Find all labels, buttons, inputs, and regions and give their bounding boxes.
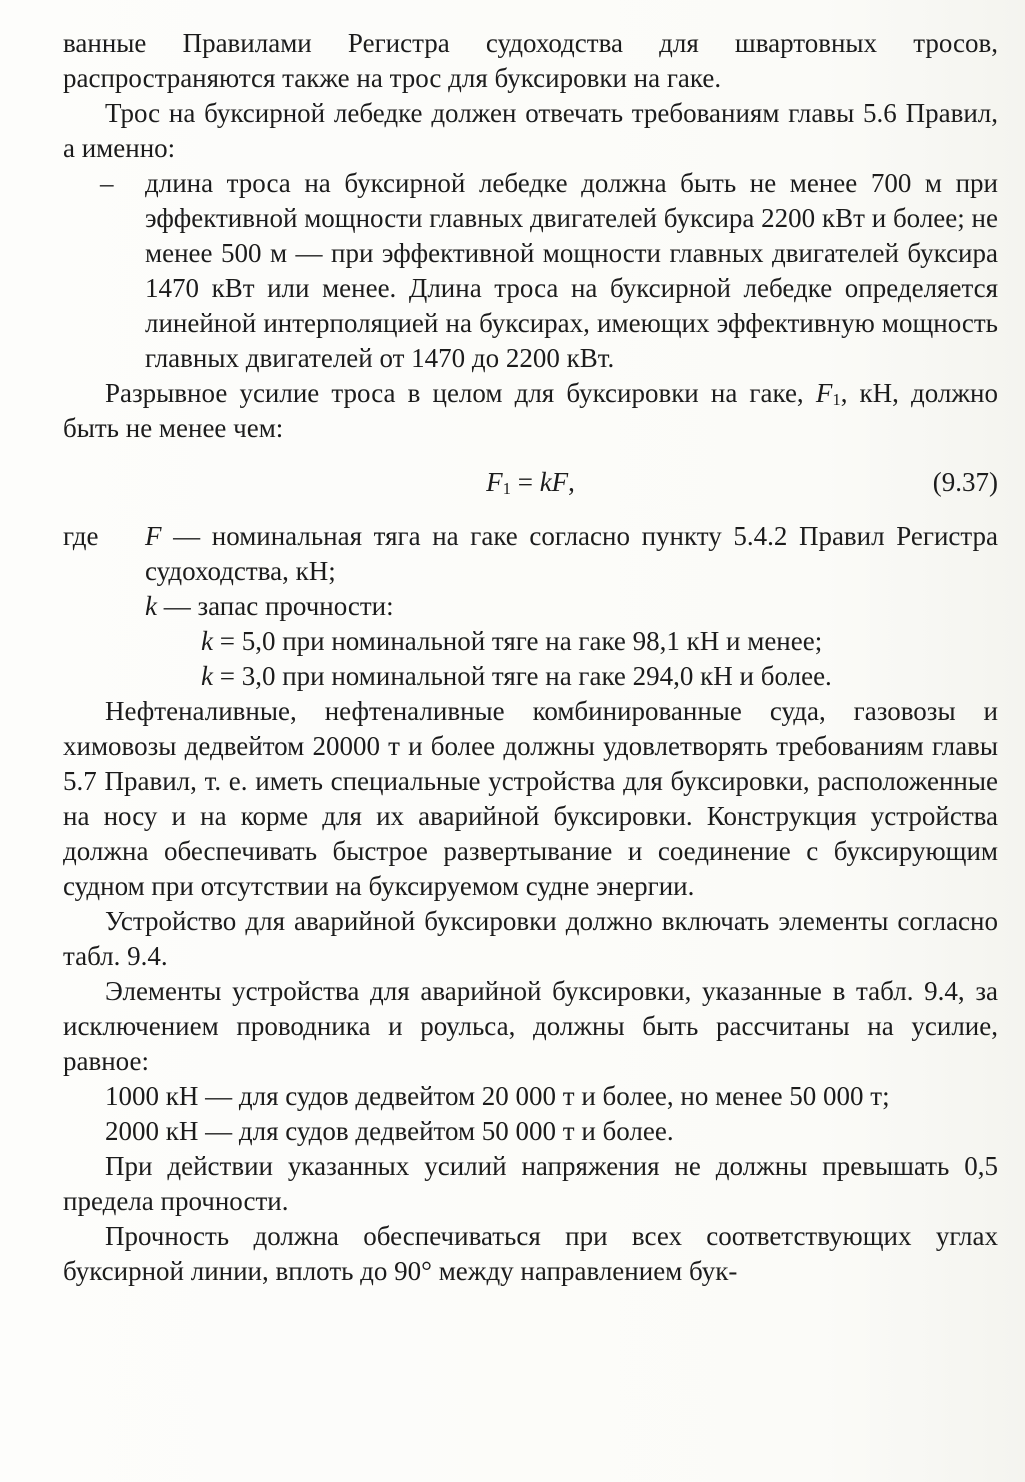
paragraph-stress-limit: При действии указанных усилий напряжения не должны превышать 0,5 предела прочности. [63, 1151, 998, 1216]
paragraph-text: , кН, должно быть не менее чем: [63, 378, 999, 443]
definition-text: — запас прочности: [156, 591, 394, 621]
definition-text: = 3,0 при номинальной тяге на гаке 294,0 кН и более. [212, 661, 832, 691]
definition-body [145, 519, 998, 694]
list-item-text: длина троса на буксирной лебедке должна быть не менее 700 м при эффективной мощности главных двигателей буксира 2200 кВт и более; не менее 500 м — при эффективной мощности главных двигателей буксира 1470 кВт или менее. Длина троса на буксирной лебедке определяется линейной интерполяцией на буксирах, имеющих эффективную мощность главных двигателей от 1470 до 2200 кВт. [145, 168, 998, 373]
math-subscript: 1 [832, 390, 841, 409]
paragraph-elements-calc: Элементы устройства для аварийной буксировки, указанные в табл. 9.4, за исключением проводника и роульса, должны быть рассчитаны на усилие, равное: [63, 976, 998, 1076]
definition-text: = 5,0 при номинальной тяге на гаке 98,1 кН и менее; [212, 626, 823, 656]
definition-text: — номинальная тяга на гаке согласно пункту 5.4.2 Правил Регистра судоходства, кН; [145, 521, 998, 586]
definition-item-k3 [201, 659, 998, 694]
paragraph-intro-continued: ванные Правилами Регистра судоходства для швартовных тросов, распространяются также на трос для буксировки на гаке. [63, 28, 998, 93]
math-var-kf: kF [539, 467, 569, 497]
paragraph-tankers: Нефтеналивные, нефтеналивные комбинированные суда, газовозы и химовозы дедвейтом 20000 т и более должны удовлетворять требованиям главы 5.7 Правил, т. е. иметь специальные устройства для буксировки, расположенные на носу и на корме для их аварийной буксировки. Конструкция устройства должна обеспечивать быстрое развертывание и соединение с буксирующим судном при отсутствии на буксируемом судне энергии. [63, 696, 998, 901]
math-var-k: k [145, 591, 157, 621]
math-operator: = [510, 467, 540, 497]
definition-block-where [63, 519, 998, 694]
definition-item-k5 [201, 624, 998, 659]
definition-term-where: где [63, 521, 99, 551]
math-var-f: F [486, 467, 503, 497]
formula-row [63, 465, 998, 500]
math-subscript: 1 [502, 479, 511, 498]
equation-number: (9.37) [932, 467, 998, 497]
paragraph-text: Разрывное усилие троса в целом для буксировки на гаке, [105, 378, 816, 408]
math-var-k: k [201, 661, 213, 691]
list-dash: – [100, 168, 114, 198]
math-var-f: F [815, 378, 833, 408]
paragraph-device-elements: Устройство для аварийной буксировки должно включать элементы согласно табл. 9.4. [63, 906, 998, 971]
math-var-k: k [201, 626, 213, 656]
definition-item-k [145, 589, 998, 624]
math-var-f: F [145, 521, 162, 551]
paragraph-winch-rope: Трос на буксирной лебедке должен отвечать требованиям главы 5.6 Правил, а именно: [63, 98, 998, 163]
definition-item-f [145, 519, 998, 589]
paragraph-2000kn: 2000 кН — для судов дедвейтом 50 000 т и более. [105, 1116, 674, 1146]
paragraph-strength-angles: Прочность должна обеспечиваться при всех соответствующих углах буксирной линии, вплоть до 90° между направлением бук- [63, 1221, 998, 1286]
formula-937 [486, 467, 575, 497]
math-trail: , [568, 467, 575, 497]
paragraph-breaking-force [63, 376, 998, 446]
list-item-rope-length [63, 166, 998, 376]
paragraph-1000kn: 1000 кН — для судов дедвейтом 20 000 т и более, но менее 50 000 т; [105, 1081, 890, 1111]
